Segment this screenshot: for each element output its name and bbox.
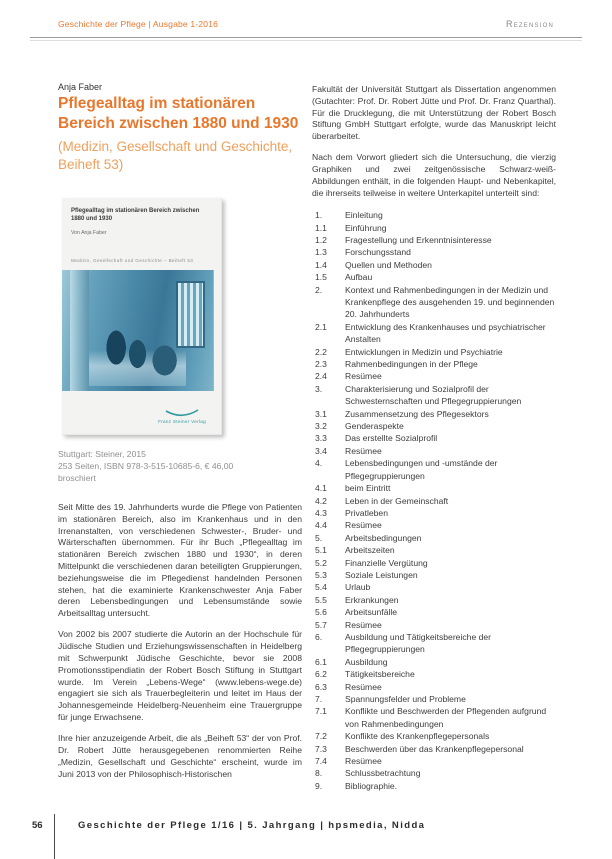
- toc-item: [315, 656, 556, 668]
- toc-item: [315, 631, 556, 656]
- toc-item-number: 3.1: [315, 408, 327, 419]
- toc-item: [315, 557, 556, 569]
- toc-item-number: 5.4: [315, 582, 327, 593]
- toc-item: [315, 693, 556, 705]
- toc-item: [315, 383, 556, 408]
- toc-item-number: 2.1: [315, 321, 327, 332]
- toc-item-number: 9.: [315, 780, 323, 791]
- toc-item-text: Privatleben: [345, 507, 388, 518]
- imprint-line: 253 Seiten, ISBN 978-3-515-10685-6, € 46,00: [58, 461, 234, 471]
- publisher-logo: [151, 409, 213, 424]
- toc-item-number: 6.1: [315, 656, 327, 667]
- toc-item: [315, 284, 556, 321]
- cover-photo-pillar: [70, 270, 90, 391]
- toc-item: [315, 619, 556, 631]
- toc-item-text: Einleitung: [345, 210, 383, 221]
- body-paragraph: Ihre hier anzuzeigende Arbeit, die als „Beiheft 53“ der von Prof. Dr. Robert Jütte herausgegebenen renommierten Reihe „Medizin, Gesellschaft und Geschichte“ erscheint, wurde im Juni 2013 von der Philosophisch-Historischen: [58, 733, 302, 779]
- toc-item-text: Bibliographie.: [345, 780, 398, 791]
- toc-item: [315, 730, 556, 742]
- body-paragraph: Fakultät der Universität Stuttgart als Dissertation angenommen (Gutachter: Prof. Dr. Robert Jütte und Prof. Dr. Franz Quarthal). Für die Drucklegung, die mit Unterstützung der Robert Bosch Stiftung GmbH Stuttgart erfolgte, wurde das Manuskript leicht überarbeitet.: [312, 84, 556, 142]
- toc-item: [315, 755, 556, 767]
- toc-item-text: Arbeitszeiten: [345, 545, 395, 556]
- cover-photo-figures: [89, 306, 186, 386]
- toc-item-number: 3.4: [315, 445, 327, 456]
- toc-item: [315, 532, 556, 544]
- toc-item-number: 8.: [315, 768, 323, 779]
- toc-item: [315, 259, 556, 271]
- toc-item: [315, 705, 556, 730]
- toc-item: [315, 271, 556, 283]
- toc-item-text: Forschungsstand: [345, 247, 411, 258]
- publisher-logo-swoosh-icon: [165, 409, 199, 418]
- toc-item-text: Resümee: [345, 371, 382, 382]
- toc-item-text: Rahmenbedingungen in der Pflege: [345, 359, 478, 370]
- toc-item-number: 3.2: [315, 421, 327, 432]
- toc-item-text: Entwicklung des Krankenhauses und psychiatrischer Anstalten: [345, 321, 546, 345]
- toc-item-number: 5.: [315, 532, 323, 543]
- toc-item: [315, 743, 556, 755]
- toc-item-text: Ausbildung: [345, 656, 388, 667]
- toc-item-number: 7.: [315, 694, 323, 705]
- toc-item-number: 4.1: [315, 483, 327, 494]
- toc-item: [315, 507, 556, 519]
- toc-item: [315, 346, 556, 358]
- cover-photo: [62, 270, 214, 391]
- toc-item: [315, 432, 556, 444]
- header-rule: [30, 37, 582, 38]
- toc-item: [315, 358, 556, 370]
- toc-item-number: 7.3: [315, 743, 327, 754]
- footer-divider: [54, 814, 55, 859]
- chapter-list: [312, 209, 556, 792]
- toc-item-number: 2.3: [315, 359, 327, 370]
- toc-item-text: Lebensbedingungen und -umstände der Pflegegruppierungen: [345, 458, 498, 481]
- toc-item-number: 3.3: [315, 433, 327, 444]
- toc-item: [315, 581, 556, 593]
- cover-title-text: Pflegealltag im stationären Bereich zwischen 1880 und 1930: [71, 208, 200, 222]
- toc-item-number: 6.3: [315, 681, 327, 692]
- toc-item-number: 5.1: [315, 545, 327, 556]
- toc-item: [315, 408, 556, 420]
- toc-item-text: Erkrankungen: [345, 594, 399, 605]
- toc-item: [315, 681, 556, 693]
- toc-item-text: Fragestellung und Erkenntnisinteresse: [345, 234, 492, 245]
- toc-item-number: 4.3: [315, 507, 327, 518]
- toc-item-text: Resümee: [345, 445, 382, 456]
- toc-item-number: 7.4: [315, 756, 327, 767]
- book-author: Anja Faber: [58, 82, 103, 92]
- toc-item-number: 4.4: [315, 520, 327, 531]
- toc-item-text: Resümee: [345, 681, 382, 692]
- toc-item: [315, 209, 556, 221]
- toc-item-text: Resümee: [345, 619, 382, 630]
- toc-item: [315, 445, 556, 457]
- toc-item: [315, 370, 556, 382]
- imprint-line: Stuttgart: Steiner, 2015: [58, 449, 146, 459]
- toc-item: [315, 222, 556, 234]
- toc-item-text: Tätigkeitsbereiche: [345, 669, 415, 680]
- toc-item: [315, 246, 556, 258]
- right-column: [312, 84, 556, 810]
- body-paragraph: Seit Mitte des 19. Jahrhunderts wurde die Pflege von Patienten im stationären Bereich, also im Krankenhaus und in den Irrenanstalten, von verschiedenen Schwester-, Bruder- und Wärterschaften übernommen. Für ihr Buch „Pflegealltag im stationären Bereich zwischen 1880 und 1930“, in deren Mittelpunkt die verschiedenen daran beteiligten Gruppierungen, beziehungsweise die im Pflegedienst handelnden Personen stehen, hat die examinierte Krankenschwester Anja Faber deren Lebensbedingungen und Lebensumstände sowie Arbeitsalltag untersucht.: [58, 502, 302, 619]
- toc-item: [315, 420, 556, 432]
- right-paragraphs: [312, 84, 556, 200]
- toc-item-text: Spannungsfelder und Probleme: [345, 694, 466, 705]
- toc-item: [315, 234, 556, 246]
- toc-item-number: 6.2: [315, 669, 327, 680]
- toc-item-number: 1.2: [315, 234, 327, 245]
- toc-item: [315, 519, 556, 531]
- toc-item-number: 5.6: [315, 607, 327, 618]
- book-title: Pflegealltag im stationären Bereich zwischen 1880 und 1930: [58, 95, 299, 132]
- toc-item: [315, 780, 556, 792]
- toc-item-text: Kontext und Rahmenbedingungen in der Medizin und Krankenpflege des ausgehenden 19. und beginnenden 20. Jahrhunderts: [345, 284, 555, 320]
- toc-item: [315, 594, 556, 606]
- toc-item: [315, 544, 556, 556]
- toc-item-text: Resümee: [345, 520, 382, 531]
- toc-item-text: Resümee: [345, 756, 382, 767]
- toc-item-number: 1.4: [315, 259, 327, 270]
- book-cover-image: [62, 198, 222, 435]
- toc-item-text: Arbeitsbedingungen: [345, 532, 422, 543]
- toc-item-number: 1.5: [315, 272, 327, 283]
- toc-item-number: 5.5: [315, 594, 327, 605]
- imprint-block: [58, 448, 302, 484]
- toc-item-number: 5.7: [315, 619, 327, 630]
- book-subtitle: (Medizin, Gesellschaft und Geschichte, Beiheft 53): [58, 139, 293, 172]
- body-paragraph: Nach dem Vorwort gliedert sich die Untersuchung, die vierzig Graphiken und zwei zeitgenössische Schwarz-weiß-Abbildungen enthält, in die folgenden Haupt- und Nebenkapitel, die ihrerseits teilweise in weitere Unterkapitel unterteilt sind:: [312, 152, 556, 198]
- imprint-line: broschiert: [58, 473, 96, 483]
- cover-author-text: Von Anja Faber: [71, 230, 107, 236]
- toc-item-number: 1.1: [315, 222, 327, 233]
- toc-item: [315, 668, 556, 680]
- toc-item-text: beim Eintritt: [345, 483, 391, 494]
- toc-item-text: Soziale Leistungen: [345, 569, 418, 580]
- toc-item-text: Arbeitsunfälle: [345, 607, 398, 618]
- toc-item-number: 3.: [315, 383, 323, 394]
- toc-item-text: Ausbildung und Tätigkeitsbereiche der Pflegegruppierungen: [345, 631, 492, 655]
- toc-item-number: 7.2: [315, 731, 327, 742]
- toc-item-text: Aufbau: [345, 272, 373, 283]
- toc-item-number: 1.: [315, 210, 323, 221]
- toc-item-text: Konflikte des Krankenpflegepersonals: [345, 731, 490, 742]
- toc-item-text: Charakterisierung und Sozialprofil der Schwesternschaften und Pflegegruppierungen: [345, 383, 522, 407]
- toc-item: [315, 457, 556, 482]
- cover-series-text: Medizin, Gesellschaft und Geschichte – Beiheft 53: [71, 258, 194, 263]
- toc-item-text: Entwicklungen in Medizin und Psychiatrie: [345, 346, 503, 357]
- toc-item: [315, 495, 556, 507]
- toc-item-number: 2.: [315, 284, 323, 295]
- toc-item-text: Leben in der Gemeinschaft: [345, 495, 449, 506]
- header-journal-title: Geschichte der Pflege | Ausgabe 1-2016: [58, 19, 219, 29]
- header-section-label: Rezension: [506, 19, 554, 29]
- header-rule-shadow: [30, 40, 582, 41]
- toc-item-number: 4.: [315, 458, 323, 469]
- toc-item: [315, 767, 556, 779]
- toc-item: [315, 321, 556, 346]
- toc-item-number: 5.3: [315, 569, 327, 580]
- publisher-logo-text: Franz Steiner Verlag: [158, 418, 206, 424]
- toc-item-text: Quellen und Methoden: [345, 259, 432, 270]
- toc-item-text: Beschwerden über das Krankenpflegepersonal: [345, 743, 524, 754]
- toc-item-text: Genderaspekte: [345, 421, 404, 432]
- body-paragraph: Von 2002 bis 2007 studierte die Autorin an der Hochschule für Jüdische Studien und Erziehungswissenschaften in Heidelberg mit Schwerpunkt Jüdische Geschichte, bevor sie 2008 Promotionsstipendiatin der Robert Bosch Stiftung in Stuttgart wurde. Im Verein „Lebens-Wege“ (www.lebens-wege.de) engagiert sie sich als Trauerbegleiterin und leitet im Haus der Johannesgemeinde Heidelberg-Neuenheim eine Trauergruppe für junge Erwachsene.: [58, 629, 302, 723]
- toc-item-text: Finanzielle Vergütung: [345, 557, 428, 568]
- footer-journal-line: Geschichte der Pflege 1/16 | 5. Jahrgang | hpsmedia, Nidda: [78, 820, 426, 831]
- toc-item-number: 2.2: [315, 346, 327, 357]
- toc-item-text: Konflikte und Beschwerden der Pflegenden aufgrund von Rahmenbedingungen: [345, 706, 547, 729]
- toc-item-number: 1.3: [315, 247, 327, 258]
- left-column: [58, 502, 302, 810]
- toc-item-number: 5.2: [315, 557, 327, 568]
- toc-item-number: 7.1: [315, 706, 327, 717]
- toc-item-text: Zusammensetzung des Pflegesektors: [345, 408, 489, 419]
- toc-item-number: 6.: [315, 631, 323, 642]
- toc-item: [315, 569, 556, 581]
- toc-item: [315, 482, 556, 494]
- footer-page-number: 56: [32, 820, 43, 831]
- toc-item: [315, 606, 556, 618]
- toc-item-text: Einführung: [345, 222, 387, 233]
- toc-item-text: Das erstellte Sozialprofil: [345, 433, 438, 444]
- toc-item-text: Schlussbetrachtung: [345, 768, 421, 779]
- toc-item-number: 4.2: [315, 495, 327, 506]
- toc-item-number: 2.4: [315, 371, 327, 382]
- toc-item-text: Urlaub: [345, 582, 371, 593]
